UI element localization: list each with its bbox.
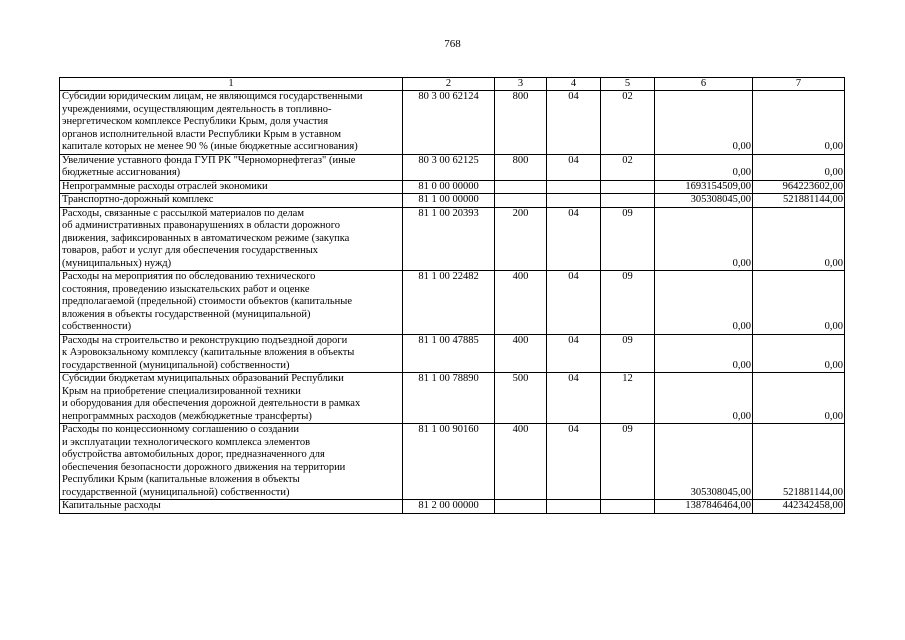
row-amount-col7-cell: 0,00 [753,373,845,424]
row-csr-code-cell: 81 1 00 00000 [403,194,495,208]
row-expense-type-cell [495,500,547,514]
row-subsection-cell: 09 [601,424,655,500]
row-section-cell: 04 [547,334,601,373]
row-name-cell: Расходы по концессионному соглашению о создании и эксплуатации технологического комплекса элементов обустройства автомобильных дорог, предназначенного для обеспечения безопасности дорожного движения на территории Республики Крым (капитальные вложения в объекты государственной (муниципальной) собственности) [60,424,403,500]
row-subsection-cell: 12 [601,373,655,424]
row-amount-col7-cell: 0,00 [753,91,845,155]
row-subsection-cell: 09 [601,334,655,373]
page-number: 768 [444,38,461,50]
row-expense-type-cell: 400 [495,334,547,373]
table-body [60,78,845,514]
row-name-cell: Транспортно-дорожный комплекс [60,194,403,208]
table-row [60,207,845,271]
row-amount-col6-cell: 0,00 [655,91,753,155]
row-expense-type-cell [495,180,547,194]
row-expense-type-cell: 400 [495,271,547,335]
row-name-cell: Капитальные расходы [60,500,403,514]
row-section-cell: 04 [547,207,601,271]
row-amount-col7-cell: 0,00 [753,334,845,373]
row-amount-col7-cell: 521881144,00 [753,424,845,500]
row-subsection-cell [601,500,655,514]
row-csr-code-cell: 81 1 00 22482 [403,271,495,335]
row-amount-col6-cell: 0,00 [655,271,753,335]
row-csr-code-cell: 81 0 00 00000 [403,180,495,194]
row-csr-code-cell: 81 1 00 90160 [403,424,495,500]
row-amount-col7-cell: 0,00 [753,154,845,180]
row-amount-col6-cell: 0,00 [655,207,753,271]
row-csr-code-cell: 80 3 00 62124 [403,91,495,155]
column-header-4: 4 [547,78,601,91]
row-section-cell [547,500,601,514]
row-expense-type-cell: 200 [495,207,547,271]
column-header-6: 6 [655,78,753,91]
table-row [60,424,845,500]
column-header-1: 1 [60,78,403,91]
row-subsection-cell [601,194,655,208]
row-name-cell: Расходы, связанные с рассылкой материалов по делам об административных правонарушениях в области дорожного движения, зафиксированных в автоматическом режиме (закупка товаров, работ и услуг для обеспечения государственных (муниципальных) нужд) [60,207,403,271]
row-expense-type-cell: 800 [495,154,547,180]
row-section-cell: 04 [547,424,601,500]
row-amount-col6-cell: 1693154509,00 [655,180,753,194]
table-row [60,373,845,424]
table-row [60,334,845,373]
row-amount-col6-cell: 0,00 [655,334,753,373]
table-row [60,271,845,335]
row-amount-col6-cell: 0,00 [655,154,753,180]
table-row [60,154,845,180]
row-expense-type-cell [495,194,547,208]
column-header-7: 7 [753,78,845,91]
row-subsection-cell: 02 [601,91,655,155]
row-section-cell: 04 [547,271,601,335]
row-section-cell: 04 [547,373,601,424]
row-subsection-cell: 09 [601,207,655,271]
row-section-cell [547,180,601,194]
row-name-cell: Непрограммные расходы отраслей экономики [60,180,403,194]
row-csr-code-cell: 81 1 00 47885 [403,334,495,373]
row-amount-col6-cell: 305308045,00 [655,194,753,208]
table-header-row [60,78,845,91]
column-header-3: 3 [495,78,547,91]
row-expense-type-cell: 500 [495,373,547,424]
row-csr-code-cell: 81 2 00 00000 [403,500,495,514]
row-amount-col7-cell: 964223602,00 [753,180,845,194]
row-csr-code-cell: 81 1 00 20393 [403,207,495,271]
row-name-cell: Увеличение уставного фонда ГУП РК "Черноморнефтегаз" (иные бюджетные ассигнования) [60,154,403,180]
row-section-cell: 04 [547,154,601,180]
row-expense-type-cell: 400 [495,424,547,500]
row-subsection-cell [601,180,655,194]
row-name-cell: Субсидии юридическим лицам, не являющимся государственными учреждениями, осуществляющим деятельность в топливно- энергетическом комплексе Республики Крым, доля участия органов исполнительной власти Республики Крым в уставном капитале которых не менее 90 % (иные бюджетные ассигнования) [60,91,403,155]
row-csr-code-cell: 81 1 00 78890 [403,373,495,424]
row-name-cell: Расходы на строительство и реконструкцию подъездной дороги к Аэровокзальному комплексу (капитальные вложения в объекты государственной (муниципальной) собственности) [60,334,403,373]
row-amount-col6-cell: 1387846464,00 [655,500,753,514]
row-expense-type-cell: 800 [495,91,547,155]
table-row [60,91,845,155]
table-row [60,180,845,194]
row-section-cell [547,194,601,208]
budget-table [59,77,845,514]
column-header-2: 2 [403,78,495,91]
row-name-cell: Расходы на мероприятия по обследованию технического состояния, проведению изыскательских работ и оценке предполагаемой (предельной) стоимости объектов (капитальные вложения в объекты государственной (муниципальной) собственности) [60,271,403,335]
row-subsection-cell: 02 [601,154,655,180]
row-csr-code-cell: 80 3 00 62125 [403,154,495,180]
table-row [60,194,845,208]
row-amount-col7-cell: 0,00 [753,207,845,271]
row-amount-col7-cell: 442342458,00 [753,500,845,514]
row-amount-col7-cell: 0,00 [753,271,845,335]
row-name-cell: Субсидии бюджетам муниципальных образований Республики Крым на приобретение специализированной техники и оборудования для обеспечения дорожной деятельности в рамках непрограммных расходов (межбюджетные трансферты) [60,373,403,424]
row-section-cell: 04 [547,91,601,155]
table-row [60,500,845,514]
column-header-5: 5 [601,78,655,91]
row-subsection-cell: 09 [601,271,655,335]
row-amount-col6-cell: 0,00 [655,373,753,424]
row-amount-col7-cell: 521881144,00 [753,194,845,208]
row-amount-col6-cell: 305308045,00 [655,424,753,500]
